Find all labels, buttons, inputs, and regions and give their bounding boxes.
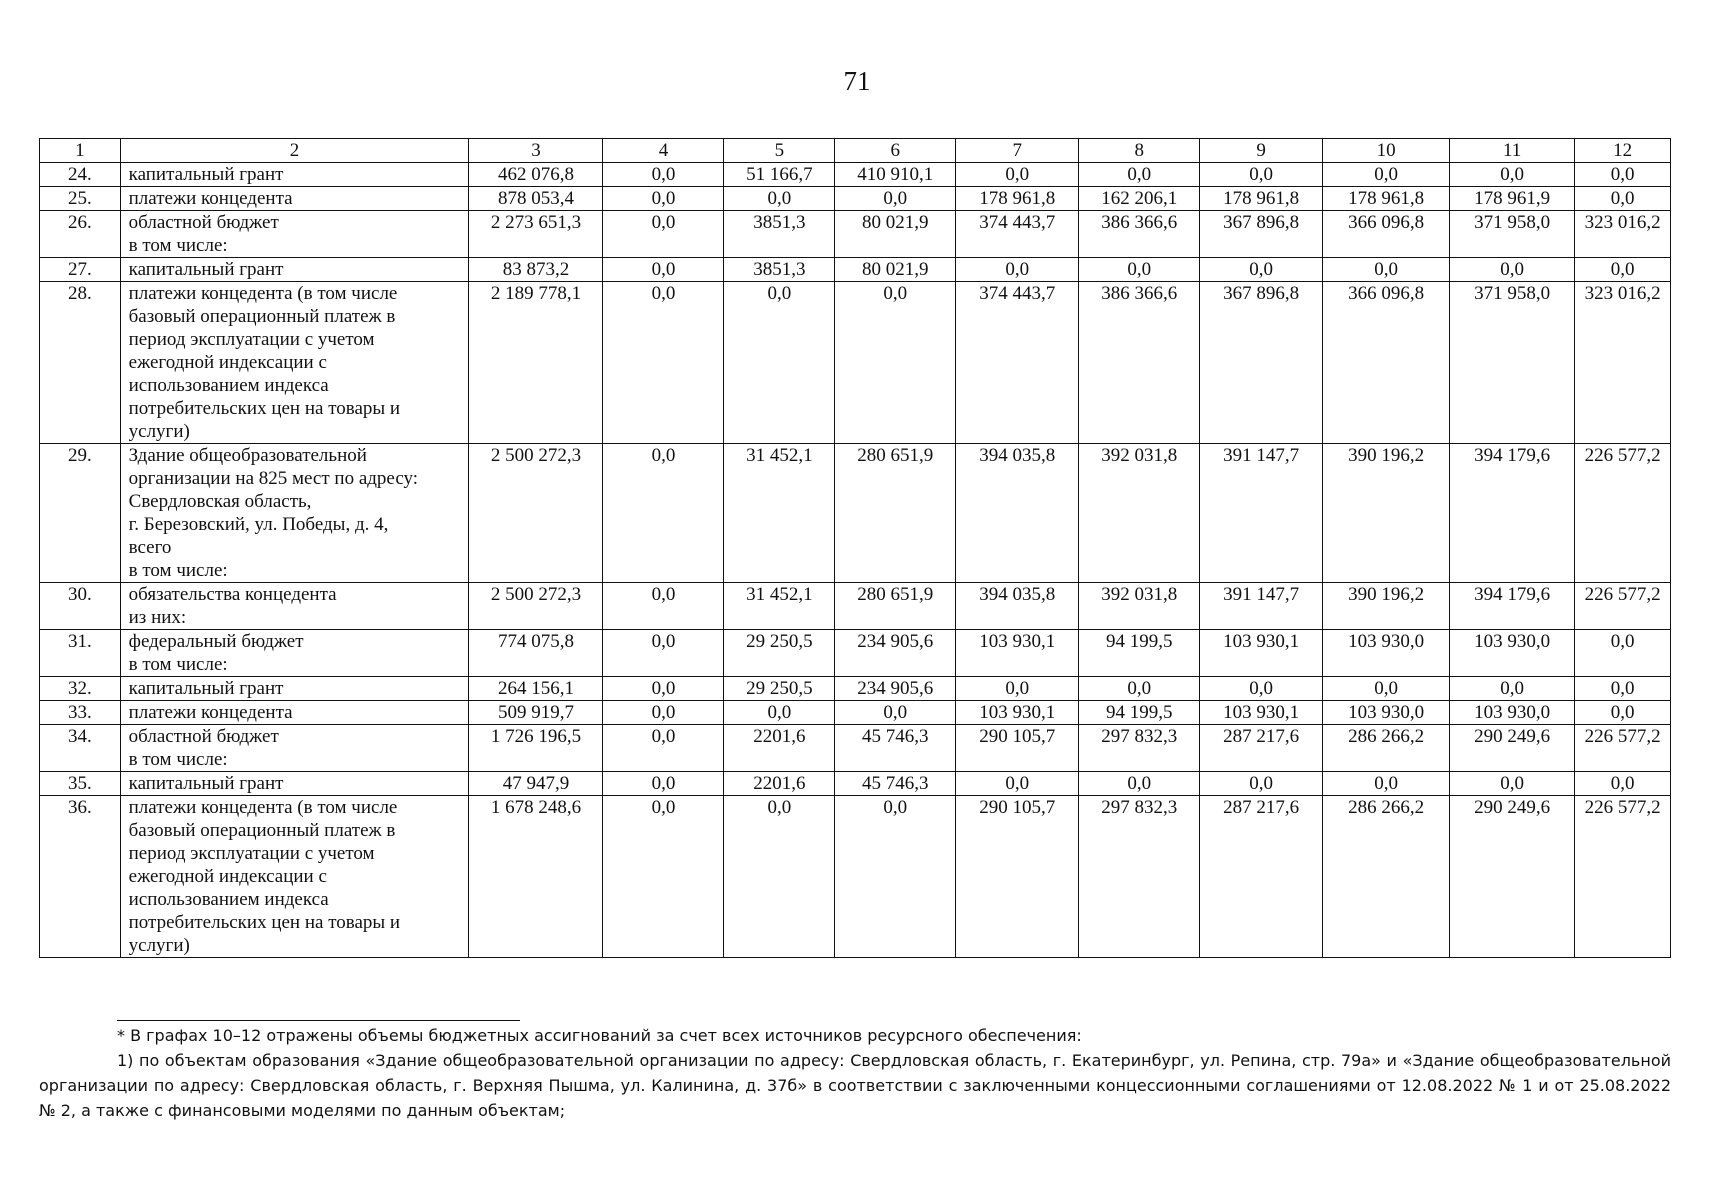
- value-cell: 509 919,7: [469, 701, 603, 725]
- value-cell: 0,0: [1323, 677, 1450, 701]
- value-cell: 2201,6: [724, 772, 835, 796]
- row-number-cell: 32.: [40, 677, 121, 701]
- value-cell: 0,0: [1079, 258, 1200, 282]
- value-cell: 878 053,4: [469, 187, 603, 211]
- footnotes: [39, 1020, 1671, 1123]
- row-number-cell: 27.: [40, 258, 121, 282]
- value-cell: 0,0: [1575, 187, 1671, 211]
- value-cell: 2 189 778,1: [469, 282, 603, 444]
- column-header: 11: [1450, 139, 1575, 163]
- value-cell: 290 249,6: [1450, 796, 1575, 958]
- row-number-cell: 34.: [40, 725, 121, 772]
- row-label-cell: платежи концедента: [120, 701, 469, 725]
- value-cell: 0,0: [1575, 772, 1671, 796]
- value-cell: 1 726 196,5: [469, 725, 603, 772]
- value-cell: 264 156,1: [469, 677, 603, 701]
- value-cell: 0,0: [1575, 258, 1671, 282]
- value-cell: 45 746,3: [835, 772, 956, 796]
- value-cell: 103 930,1: [956, 630, 1079, 677]
- value-cell: 0,0: [1323, 772, 1450, 796]
- row-label-cell: капитальный грант: [120, 677, 469, 701]
- value-cell: 178 961,8: [956, 187, 1079, 211]
- row-number-cell: 31.: [40, 630, 121, 677]
- value-cell: 2 500 272,3: [469, 444, 603, 583]
- page-number: 71: [843, 66, 871, 96]
- table-row: [40, 211, 1671, 258]
- row-number-cell: 28.: [40, 282, 121, 444]
- value-cell: 51 166,7: [724, 163, 835, 187]
- value-cell: 366 096,8: [1323, 211, 1450, 258]
- value-cell: 103 930,0: [1450, 701, 1575, 725]
- table-row: [40, 444, 1671, 583]
- value-cell: 0,0: [724, 796, 835, 958]
- row-label-cell: областной бюджет в том числе:: [120, 725, 469, 772]
- value-cell: 0,0: [603, 725, 724, 772]
- value-cell: 0,0: [603, 444, 724, 583]
- value-cell: 0,0: [1200, 258, 1323, 282]
- value-cell: 226 577,2: [1575, 444, 1671, 583]
- value-cell: 367 896,8: [1200, 211, 1323, 258]
- value-cell: 3851,3: [724, 258, 835, 282]
- value-cell: 45 746,3: [835, 725, 956, 772]
- value-cell: 0,0: [724, 187, 835, 211]
- value-cell: 226 577,2: [1575, 583, 1671, 630]
- value-cell: 178 961,9: [1450, 187, 1575, 211]
- row-label-cell: обязательства концедента из них:: [120, 583, 469, 630]
- value-cell: 391 147,7: [1200, 583, 1323, 630]
- row-number-cell: 36.: [40, 796, 121, 958]
- value-cell: 371 958,0: [1450, 282, 1575, 444]
- value-cell: 286 266,2: [1323, 796, 1450, 958]
- value-cell: 0,0: [1575, 701, 1671, 725]
- column-header: 4: [603, 139, 724, 163]
- value-cell: 80 021,9: [835, 211, 956, 258]
- value-cell: 0,0: [603, 282, 724, 444]
- row-number-cell: 33.: [40, 701, 121, 725]
- value-cell: 0,0: [603, 796, 724, 958]
- value-cell: 94 199,5: [1079, 701, 1200, 725]
- value-cell: 83 873,2: [469, 258, 603, 282]
- column-header: 9: [1200, 139, 1323, 163]
- value-cell: 0,0: [835, 796, 956, 958]
- value-cell: 103 930,0: [1323, 630, 1450, 677]
- value-cell: 394 035,8: [956, 444, 1079, 583]
- value-cell: 103 930,0: [1323, 701, 1450, 725]
- value-cell: 0,0: [1323, 258, 1450, 282]
- value-cell: 0,0: [603, 163, 724, 187]
- value-cell: 0,0: [1450, 677, 1575, 701]
- value-cell: 234 905,6: [835, 630, 956, 677]
- value-cell: 0,0: [1200, 163, 1323, 187]
- value-cell: 0,0: [835, 701, 956, 725]
- value-cell: 94 199,5: [1079, 630, 1200, 677]
- table-row: [40, 163, 1671, 187]
- value-cell: 29 250,5: [724, 630, 835, 677]
- value-cell: 323 016,2: [1575, 282, 1671, 444]
- value-cell: 287 217,6: [1200, 725, 1323, 772]
- value-cell: 0,0: [603, 677, 724, 701]
- column-header: 7: [956, 139, 1079, 163]
- value-cell: 0,0: [1575, 163, 1671, 187]
- value-cell: 2201,6: [724, 725, 835, 772]
- value-cell: 0,0: [603, 701, 724, 725]
- value-cell: 0,0: [1450, 772, 1575, 796]
- table-row: [40, 282, 1671, 444]
- value-cell: 31 452,1: [724, 583, 835, 630]
- value-cell: 3851,3: [724, 211, 835, 258]
- budget-table: [39, 138, 1671, 958]
- row-label-cell: капитальный грант: [120, 772, 469, 796]
- value-cell: 103 930,1: [956, 701, 1079, 725]
- row-number-cell: 30.: [40, 583, 121, 630]
- value-cell: 0,0: [956, 163, 1079, 187]
- value-cell: 366 096,8: [1323, 282, 1450, 444]
- row-number-cell: 35.: [40, 772, 121, 796]
- value-cell: 374 443,7: [956, 211, 1079, 258]
- row-number-cell: 29.: [40, 444, 121, 583]
- value-cell: 462 076,8: [469, 163, 603, 187]
- table-row: [40, 796, 1671, 958]
- value-cell: 0,0: [1575, 677, 1671, 701]
- value-cell: 0,0: [1079, 677, 1200, 701]
- row-label-cell: федеральный бюджет в том числе:: [120, 630, 469, 677]
- footnote-item-1: 1) по объектам образования «Здание общеобразовательной организации по адресу: Свердловская область, г. Екатеринбург, ул. Репина, стр. 79а» и «Здание общеобразовательной организации по адресу: Свердловская область, г. Верхняя Пышма, ул. Калинина, д. 37б» в соответствии с заключенными концессионными соглашениями от 12.08.2022 № 1 и от 25.08.2022 № 2, а также с финансовыми моделями по данным объектам;: [39, 1051, 1671, 1120]
- value-cell: 0,0: [1200, 772, 1323, 796]
- value-cell: 0,0: [724, 282, 835, 444]
- value-cell: 290 105,7: [956, 796, 1079, 958]
- value-cell: 103 930,0: [1450, 630, 1575, 677]
- value-cell: 103 930,1: [1200, 630, 1323, 677]
- row-label-cell: платежи концедента: [120, 187, 469, 211]
- value-cell: 286 266,2: [1323, 725, 1450, 772]
- value-cell: 80 021,9: [835, 258, 956, 282]
- value-cell: 391 147,7: [1200, 444, 1323, 583]
- value-cell: 0,0: [603, 583, 724, 630]
- column-header: 3: [469, 139, 603, 163]
- value-cell: 178 961,8: [1323, 187, 1450, 211]
- value-cell: 103 930,1: [1200, 701, 1323, 725]
- value-cell: 290 105,7: [956, 725, 1079, 772]
- value-cell: 162 206,1: [1079, 187, 1200, 211]
- value-cell: 2 273 651,3: [469, 211, 603, 258]
- column-header: 5: [724, 139, 835, 163]
- value-cell: 394 179,6: [1450, 583, 1575, 630]
- value-cell: 290 249,6: [1450, 725, 1575, 772]
- value-cell: 0,0: [1323, 163, 1450, 187]
- value-cell: 280 651,9: [835, 583, 956, 630]
- value-cell: 47 947,9: [469, 772, 603, 796]
- table-row: [40, 258, 1671, 282]
- table-row: [40, 630, 1671, 677]
- column-header: 1: [40, 139, 121, 163]
- value-cell: 0,0: [1079, 163, 1200, 187]
- value-cell: 0,0: [956, 258, 1079, 282]
- value-cell: 367 896,8: [1200, 282, 1323, 444]
- table-row: [40, 725, 1671, 772]
- value-cell: 0,0: [724, 701, 835, 725]
- column-header: 2: [120, 139, 469, 163]
- value-cell: 0,0: [835, 187, 956, 211]
- row-number-cell: 26.: [40, 211, 121, 258]
- row-label-cell: областной бюджет в том числе:: [120, 211, 469, 258]
- value-cell: 323 016,2: [1575, 211, 1671, 258]
- value-cell: 0,0: [1575, 630, 1671, 677]
- value-cell: 0,0: [956, 677, 1079, 701]
- value-cell: 1 678 248,6: [469, 796, 603, 958]
- value-cell: 287 217,6: [1200, 796, 1323, 958]
- value-cell: 0,0: [835, 282, 956, 444]
- value-cell: 410 910,1: [835, 163, 956, 187]
- value-cell: 0,0: [1079, 772, 1200, 796]
- table-row: [40, 701, 1671, 725]
- value-cell: 394 179,6: [1450, 444, 1575, 583]
- row-label-cell: капитальный грант: [120, 258, 469, 282]
- value-cell: 0,0: [603, 630, 724, 677]
- value-cell: 2 500 272,3: [469, 583, 603, 630]
- column-header: 6: [835, 139, 956, 163]
- row-label-cell: Здание общеобразовательной организации на 825 мест по адресу: Свердловская область, г. Березовский, ул. Победы, д. 4, всего в том числе:: [120, 444, 469, 583]
- value-cell: 371 958,0: [1450, 211, 1575, 258]
- column-header: 10: [1323, 139, 1450, 163]
- value-cell: 390 196,2: [1323, 444, 1450, 583]
- value-cell: 0,0: [603, 211, 724, 258]
- table-row: [40, 677, 1671, 701]
- row-label-cell: платежи концедента (в том числе базовый операционный платеж в период эксплуатации с учетом ежегодной индексации с использованием индекса потребительских цен на товары и услуги): [120, 796, 469, 958]
- value-cell: 392 031,8: [1079, 583, 1200, 630]
- column-header: 8: [1079, 139, 1200, 163]
- value-cell: 386 366,6: [1079, 211, 1200, 258]
- table-row: [40, 772, 1671, 796]
- value-cell: 374 443,7: [956, 282, 1079, 444]
- row-label-cell: капитальный грант: [120, 163, 469, 187]
- value-cell: 31 452,1: [724, 444, 835, 583]
- table-row: [40, 583, 1671, 630]
- value-cell: 390 196,2: [1323, 583, 1450, 630]
- column-header: 12: [1575, 139, 1671, 163]
- table-header-row: [40, 139, 1671, 163]
- value-cell: 0,0: [603, 258, 724, 282]
- value-cell: 774 075,8: [469, 630, 603, 677]
- value-cell: 297 832,3: [1079, 796, 1200, 958]
- value-cell: 0,0: [1200, 677, 1323, 701]
- value-cell: 0,0: [603, 772, 724, 796]
- value-cell: 394 035,8: [956, 583, 1079, 630]
- footnote-asterisk: * В графах 10–12 отражены объемы бюджетных ассигнований за счет всех источников ресурсного обеспечения:: [117, 1026, 1082, 1045]
- row-number-cell: 24.: [40, 163, 121, 187]
- value-cell: 392 031,8: [1079, 444, 1200, 583]
- value-cell: 0,0: [1450, 163, 1575, 187]
- value-cell: 234 905,6: [835, 677, 956, 701]
- value-cell: 226 577,2: [1575, 725, 1671, 772]
- value-cell: 178 961,8: [1200, 187, 1323, 211]
- value-cell: 386 366,6: [1079, 282, 1200, 444]
- value-cell: 0,0: [1450, 258, 1575, 282]
- value-cell: 0,0: [603, 187, 724, 211]
- value-cell: 297 832,3: [1079, 725, 1200, 772]
- table-row: [40, 187, 1671, 211]
- row-number-cell: 25.: [40, 187, 121, 211]
- footnote-rule: [117, 1020, 520, 1021]
- value-cell: 29 250,5: [724, 677, 835, 701]
- value-cell: 280 651,9: [835, 444, 956, 583]
- value-cell: 226 577,2: [1575, 796, 1671, 958]
- row-label-cell: платежи концедента (в том числе базовый операционный платеж в период эксплуатации с учетом ежегодной индексации с использованием индекса потребительских цен на товары и услуги): [120, 282, 469, 444]
- value-cell: 0,0: [956, 772, 1079, 796]
